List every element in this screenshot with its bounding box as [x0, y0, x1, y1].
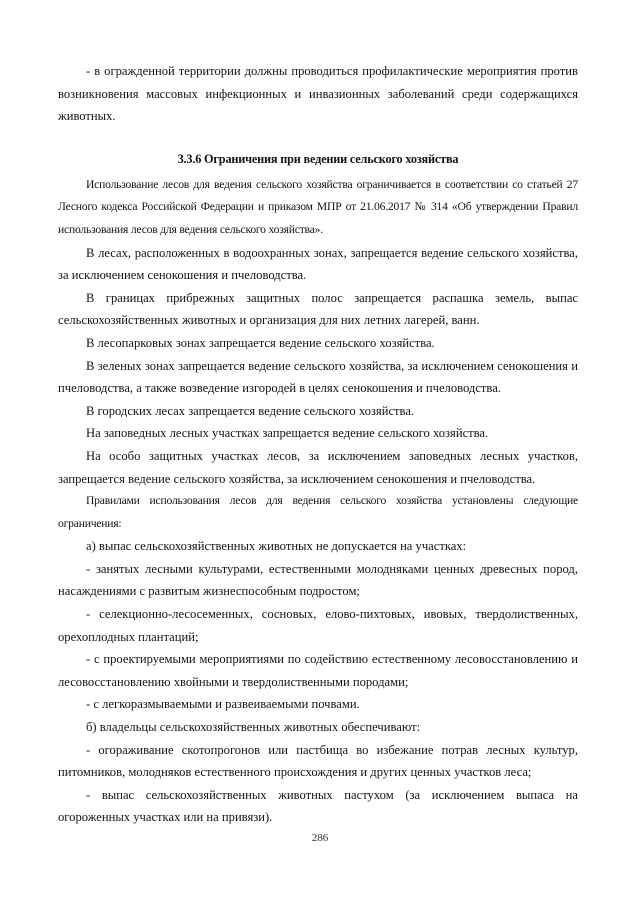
list-item-a-4: - с легкоразмываемыми и развеиваемыми почвами. — [86, 697, 360, 712]
section-heading: 3.3.6 Ограничения при ведении сельского хозяйства — [177, 151, 459, 166]
paragraph-forest-park-zones: В лесопарковых зонах запрещается ведение сельского хозяйства. — [86, 335, 435, 350]
page-number: 286 — [311, 832, 329, 844]
list-item-a-1: - занятых лесными культурами, естественными молодняками ценных древесных пород, насаждениями с развитым жизнеспособным подростом; — [58, 561, 578, 599]
paragraph-water-protection-zones: В лесах, расположенных в водоохранных зонах, запрещается ведение сельского хозяйства, за исключением сенокошения и пчеловодства. — [58, 245, 578, 283]
list-item-b-1: - огораживание скотопрогонов или пастбища во избежание потрав лесных культур, питомников, молодняков естественного происхождения и других ценных участков леса; — [58, 742, 578, 780]
list-item-b: б) владельцы сельскохозяйственных животных обеспечивают: — [86, 720, 421, 735]
list-item-b-2: - выпас сельскохозяйственных животных пастухом (за исключением выпаса на огороженных участках или на привязи). — [58, 787, 578, 825]
paragraph-legal-basis: Использование лесов для ведения сельского хозяйства ограничивается в соответствии со статьей 27 Лесного кодекса Российской Федерации и приказом МПР от 21.06.2017 № 314 «Об утверждении Правил использования лесов для ведения сельского хозяйства». — [58, 177, 578, 236]
paragraph-restrictions-intro: Правилами использования лесов для ведения сельского хозяйства установлены следующие ограничения: — [58, 494, 578, 530]
paragraph-urban-forests: В городских лесах запрещается ведение сельского хозяйства. — [86, 403, 415, 418]
paragraph-reserved-plots: На заповедных лесных участках запрещается ведение сельского хозяйства. — [86, 426, 489, 441]
intro-paragraph: - в огражденной территории должны проводиться профилактические мероприятия против возникновения массовых инфекционных и инвазионных заболеваний среди содержащихся животных. — [58, 64, 578, 124]
list-item-a: а) выпас сельскохозяйственных животных не допускается на участках: — [86, 539, 467, 554]
list-item-a-2: - селекционно-лесосеменных, сосновых, елово-пихтовых, ивовых, твердолиственных, орехоплодных плантаций; — [58, 607, 578, 644]
page-body — [58, 60, 578, 829]
paragraph-coastal-strips: В границах прибрежных защитных полос запрещается распашка земель, выпас сельскохозяйственных животных и организация для них летних лагерей, ванн. — [58, 290, 578, 328]
list-item-a-3: - с проектируемыми мероприятиями по содействию естественному лесовосстановлению и лесовосстановлению хвойными и твердолиственными породами; — [58, 652, 578, 689]
paragraph-green-zones: В зеленых зонах запрещается ведение сельского хозяйства, за исключением сенокошения и пчеловодства, а также возведение изгородей в целях сенокошения и пчеловодства. — [58, 358, 578, 396]
paragraph-protective-plots: На особо защитных участках лесов, за исключением заповедных лесных участков, запрещается ведение сельского хозяйства, за исключением сенокошения и пчеловодства. — [58, 448, 578, 486]
